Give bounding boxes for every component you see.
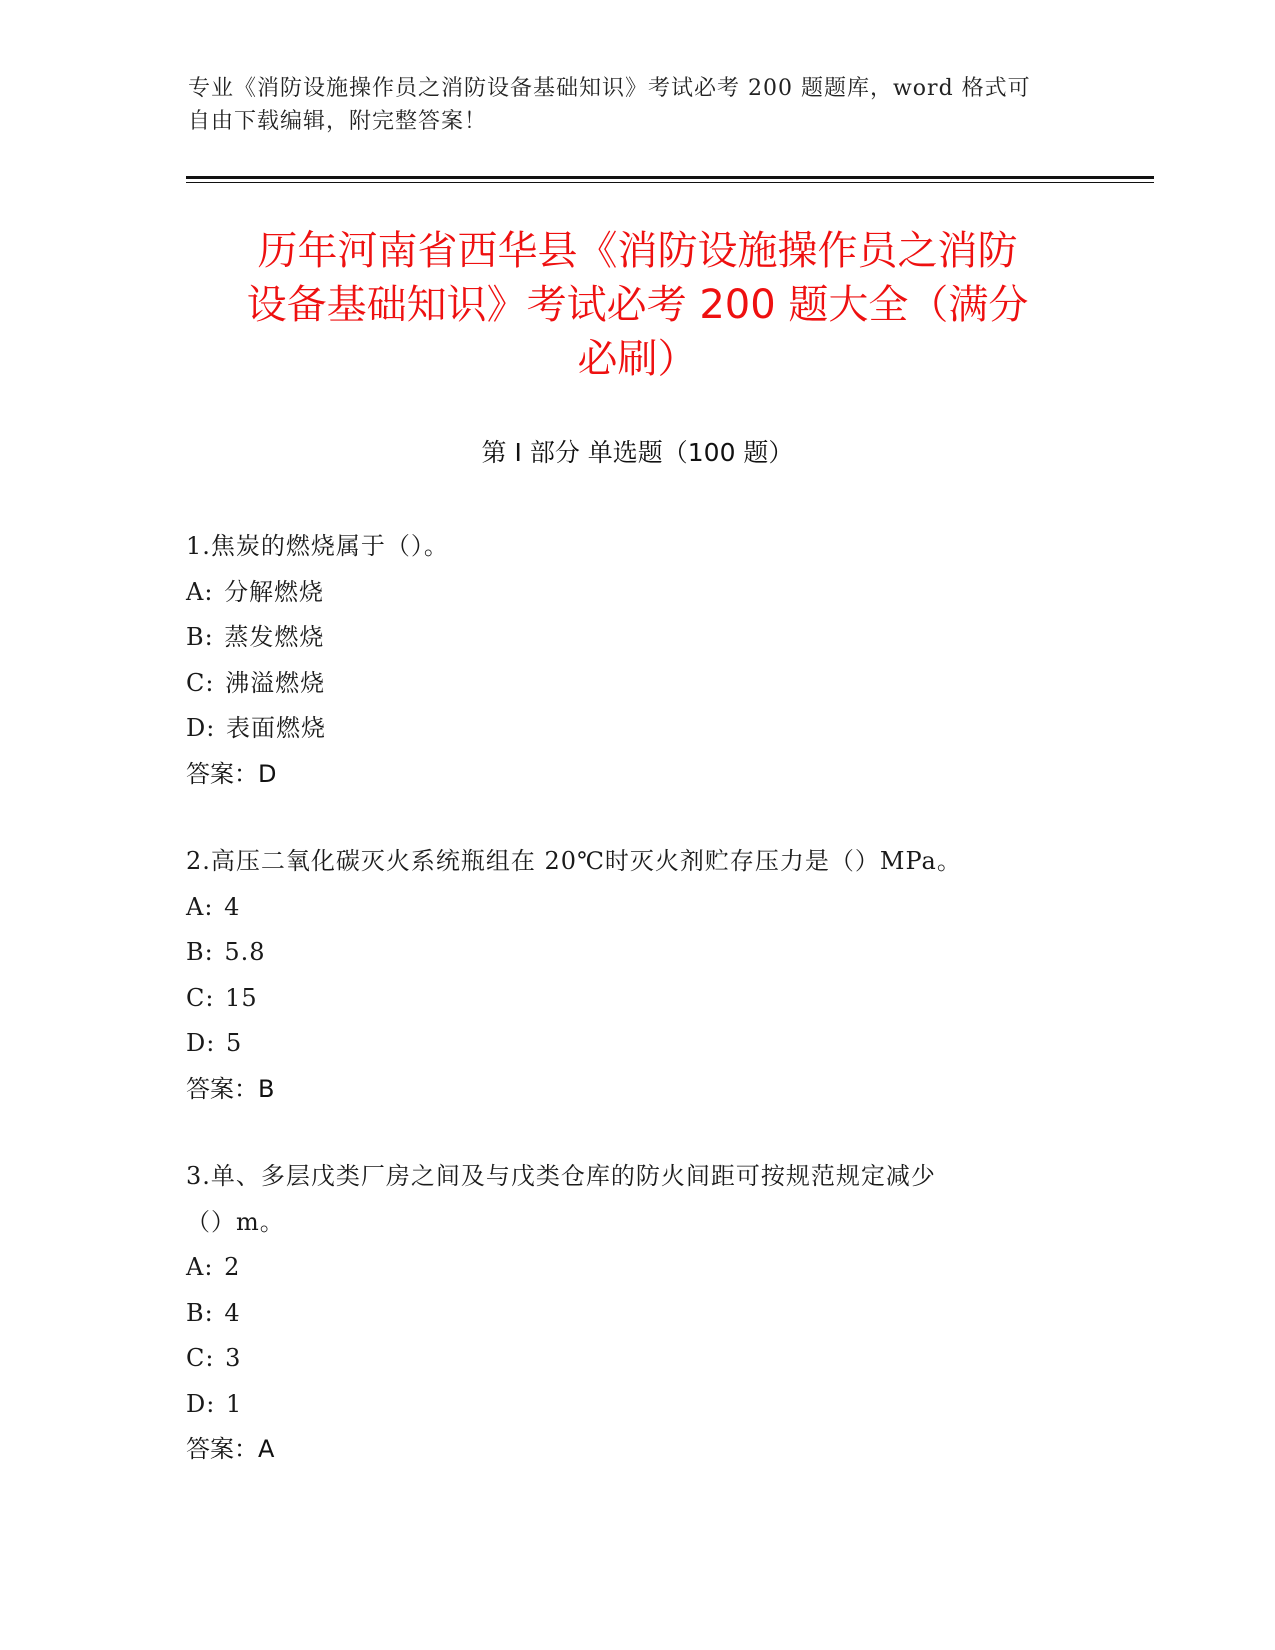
option-letter: A: xyxy=(186,1253,214,1281)
question-3 xyxy=(186,1154,1086,1473)
header-divider-thin xyxy=(186,182,1154,183)
option-letter: B: xyxy=(186,623,214,651)
question-1 xyxy=(186,524,1086,797)
option-letter: D: xyxy=(186,1029,216,1057)
title-line: 历年河南省西华县《消防设施操作员之消防 xyxy=(257,228,1018,274)
header-note xyxy=(188,72,1088,138)
option-text: 3 xyxy=(225,1344,242,1372)
option-text: 沸溢燃烧 xyxy=(225,668,326,697)
option-letter: C: xyxy=(186,1344,215,1372)
option-c xyxy=(186,661,1086,707)
option-letter: D: xyxy=(186,1389,216,1418)
option-text: 5.8 xyxy=(224,938,266,966)
option-d xyxy=(186,1021,1086,1067)
header-divider-thick xyxy=(186,176,1154,179)
option-c xyxy=(186,976,1086,1022)
option-d xyxy=(186,706,1086,752)
option-a xyxy=(186,885,1086,931)
header-note-line: 专业《消防设施操作员之消防设备基础知识》考试必考 200 题题库，word 格式可 xyxy=(188,76,1031,101)
option-letter: B: xyxy=(186,938,214,966)
option-d xyxy=(186,1382,1086,1428)
option-text: 表面燃烧 xyxy=(225,714,326,742)
option-text: 5 xyxy=(225,1029,243,1057)
option-text: 4 xyxy=(224,1298,241,1327)
option-c xyxy=(186,1336,1086,1382)
option-a xyxy=(186,1245,1086,1291)
option-letter: A: xyxy=(186,892,214,921)
question-2 xyxy=(186,839,1086,1112)
option-text: 2 xyxy=(224,1253,241,1281)
question-stem-continued: （）m。 xyxy=(186,1207,285,1236)
header-note-line: 自由下载编辑，附完整答案！ xyxy=(188,109,488,134)
section-title: 第 I 部分 单选题（100 题） xyxy=(481,438,794,467)
option-a xyxy=(186,570,1086,616)
title-line: 设备基础知识》考试必考 200 题大全（满分 xyxy=(246,282,1029,328)
option-text: 蒸发燃烧 xyxy=(224,623,325,651)
option-letter: A: xyxy=(186,577,214,606)
option-b xyxy=(186,930,1086,976)
option-letter: B: xyxy=(186,1298,214,1327)
document-title xyxy=(190,224,1085,386)
question-list xyxy=(186,524,1086,1515)
option-letter: C: xyxy=(186,983,215,1012)
option-letter: D: xyxy=(186,714,216,742)
question-stem: 3.单、多层戊类厂房之间及与戊类仓库的防火间距可按规范规定减少 xyxy=(186,1162,936,1190)
option-text: 1 xyxy=(225,1389,243,1418)
option-text: 15 xyxy=(225,983,258,1012)
option-text: 分解燃烧 xyxy=(224,577,325,606)
question-stem: 2.高压二氧化碳灭火系统瓶组在 20℃时灭火剂贮存压力是（）MPa。 xyxy=(186,847,962,875)
option-b xyxy=(186,1291,1086,1337)
option-text: 4 xyxy=(224,892,241,921)
answer-line: 答案：B xyxy=(186,1074,275,1103)
option-letter: C: xyxy=(186,668,215,697)
title-line: 必刷） xyxy=(577,336,698,382)
answer-line: 答案：D xyxy=(186,759,277,788)
question-stem: 1.焦炭的燃烧属于（）。 xyxy=(186,532,449,560)
option-b xyxy=(186,615,1086,661)
answer-line: 答案：A xyxy=(186,1435,275,1463)
